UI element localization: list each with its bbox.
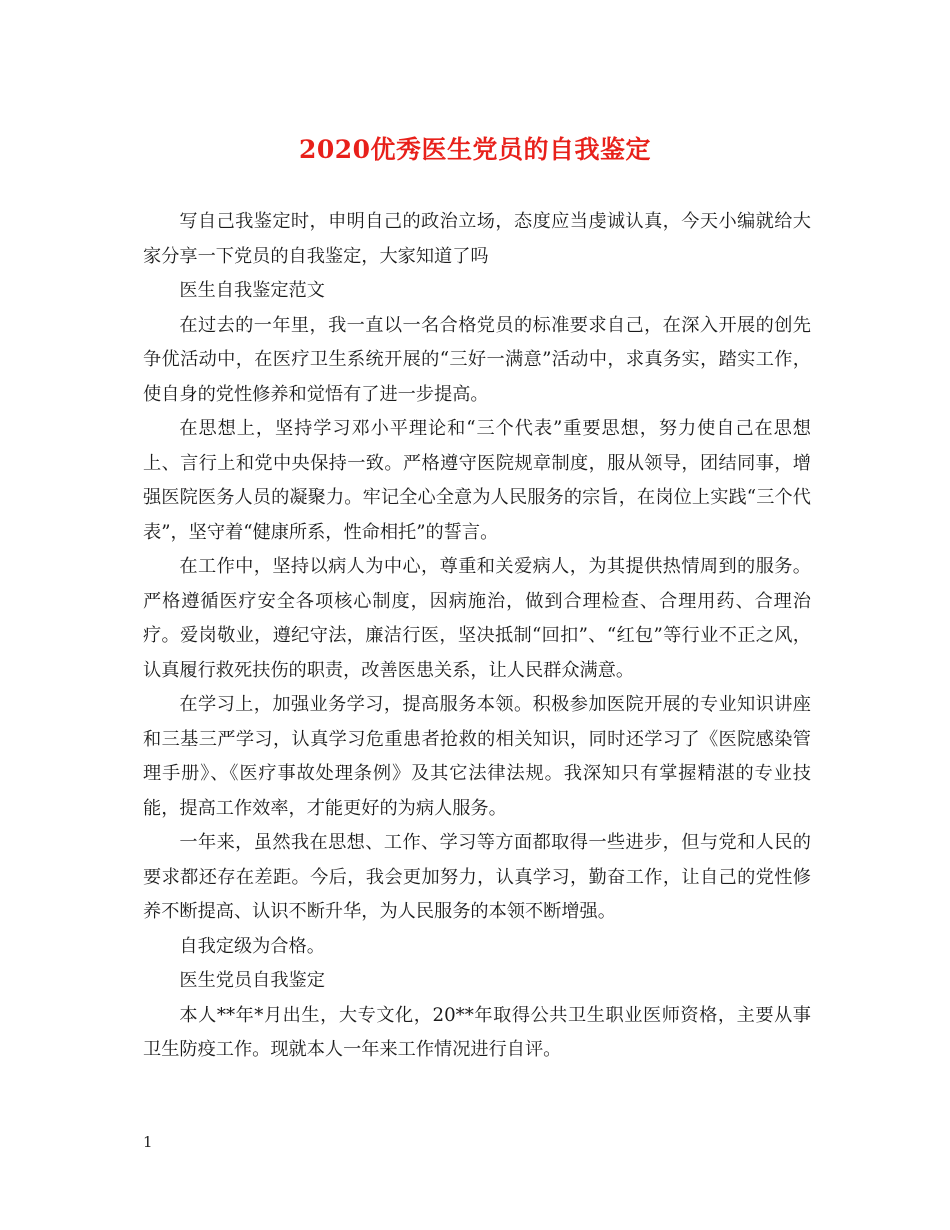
document-title: 2020优秀医生党员的自我鉴定 [298,135,652,164]
document-body [143,205,811,1068]
paragraph: 本人**年*月出生，大专文化，20**年取得公共卫生职业医师资格，主要从事卫生防疫工作。现就本人一年来工作情况进行自评。 [143,1004,811,1060]
paragraph-intro: 写自己我鉴定时，申明自己的政治立场，态度应当虔诚认真，今天小编就给大家分享一下党员的自我鉴定，大家知道了吗 [143,211,811,267]
paragraph: 在过去的一年里，我一直以一名合格党员的标准要求自己，在深入开展的创先争优活动中，在医疗卫生系统开展的“三好一满意”活动中，求真务实，踏实工作，使自身的党性修养和觉悟有了进一步提高。 [143,314,811,405]
paragraph: 在思想上，坚持学习邓小平理论和“三个代表”重要思想，努力使自己在思想上、言行上和党中央保持一致。严格遵守医院规章制度，服从领导，团结同事，增强医院医务人员的凝聚力。牢记全心全意为人民服务的宗旨，在岗位上实践“三个代表”，坚守着“健康所系，性命相托”的誓言。 [143,418,811,543]
paragraph: 一年来，虽然我在思想、工作、学习等方面都取得一些进步，但与党和人民的要求都还存在差距。今后，我会更加努力，认真学习，勤奋工作，让自己的党性修养不断提高、认识不断升华，为人民服务的本领不断增强。 [143,832,811,922]
paragraph-rating: 自我定级为合格。 [179,935,325,957]
section-heading-sample: 医生自我鉴定范文 [179,280,325,301]
section-heading-party-member: 医生党员自我鉴定 [179,970,325,991]
page-number: 1 [143,1133,153,1151]
paragraph: 在学习上，加强业务学习，提高服务本领。积极参加医院开展的专业知识讲座和三基三严学习，认真学习危重患者抢救的相关知识，同时还学习了《医院感染管理手册》、《医疗事故处理条例》及其它法律法规。我深知只有掌握精湛的专业技能，提高工作效率，才能更好的为病人服务。 [143,694,811,819]
paragraph: 在工作中，坚持以病人为中心，尊重和关爱病人，为其提供热情周到的服务。严格遵循医疗安全各项核心制度，因病施治，做到合理检查、合理用药、合理治疗。爱岗敬业，遵纪守法，廉洁行医，坚决抵制“回扣”、“红包”等行业不正之风，认真履行救死扶伤的职责，改善医患关系，让人民群众满意。 [143,556,811,681]
